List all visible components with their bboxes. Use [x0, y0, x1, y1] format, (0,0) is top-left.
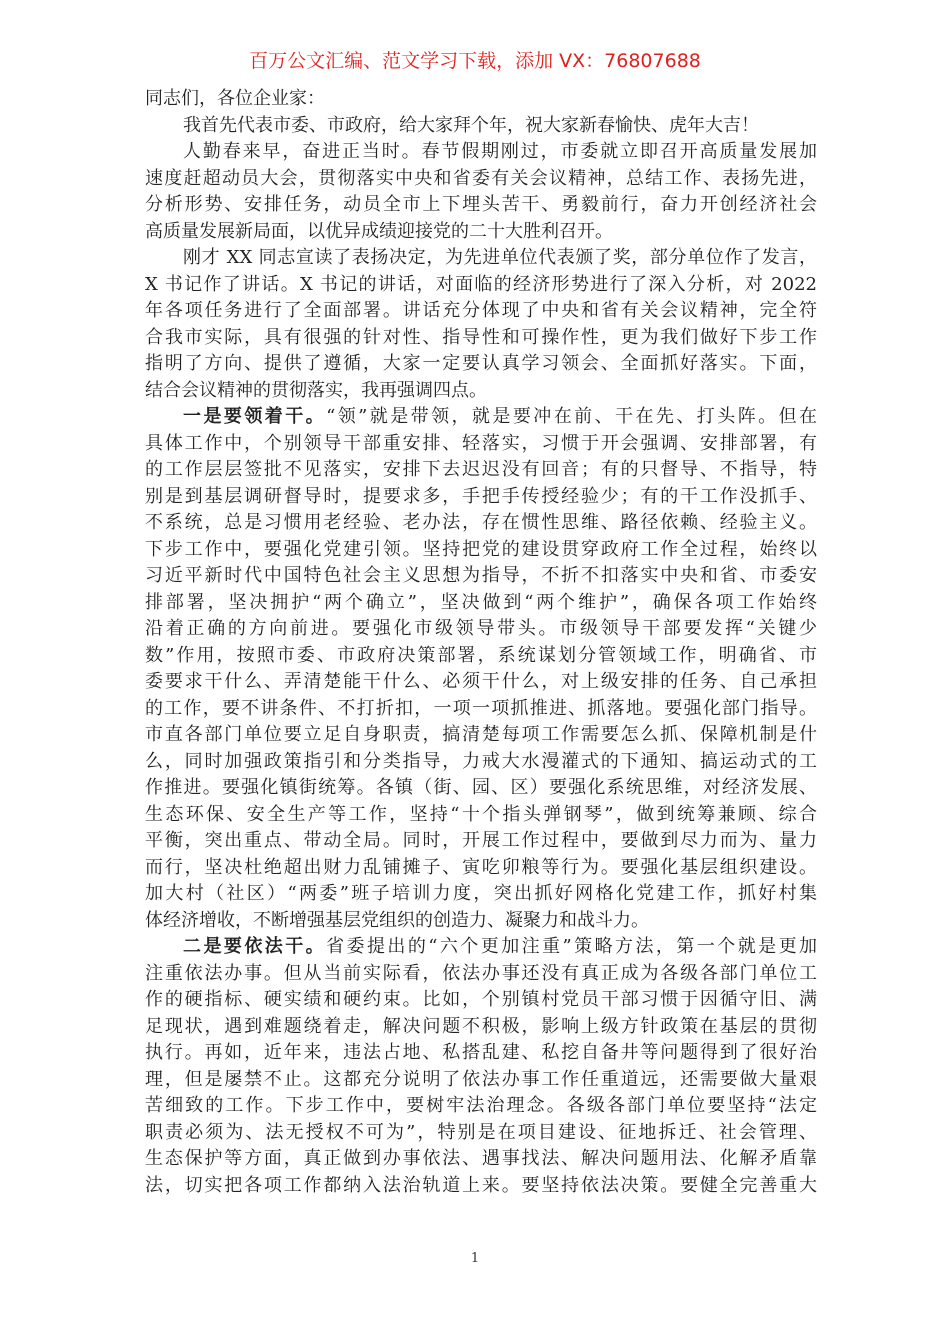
- paragraph: [145, 113, 817, 140]
- text-line: [145, 828, 817, 855]
- line-text: 分析形势、安排任务，动员全市上下埋头苦干、勇毅前行，奋力开创经济社会: [145, 194, 817, 215]
- text-line: [145, 1173, 817, 1200]
- text-line: [145, 113, 817, 140]
- text-line: [145, 1120, 817, 1147]
- paragraph: [145, 86, 817, 113]
- line-text: 生态保护等方面，真正做到办事依法、遇事找法、解决问题用法、化解矛盾靠: [145, 1148, 817, 1169]
- text-line: [145, 934, 817, 961]
- text-line: [145, 139, 817, 166]
- line-text: 平衡，突出重点、带动全局。同时，开展工作过程中，要做到尽力而为、量力: [145, 830, 817, 851]
- text-line: [145, 961, 817, 988]
- text-line: [145, 431, 817, 458]
- paragraph: [145, 404, 817, 934]
- line-text: 注重依法办事。但从当前实际看，依法办事还没有真正成为各级各部门单位工: [145, 962, 817, 984]
- text-line: [145, 1093, 817, 1120]
- text-line: [145, 510, 817, 537]
- line-text: 习近平新时代中国特色社会主义思想为指导，不折不扣落实中央和省、市委安: [145, 565, 817, 586]
- section-lead: 二是要依法干。: [183, 936, 327, 957]
- text-line: [145, 537, 817, 564]
- text-line: [145, 378, 817, 405]
- line-text: “领”就是带领，就是要冲在前、干在先、打头阵。但在: [326, 406, 817, 427]
- line-text: 么，同时加强政策指引和分类指导，力戒大水漫灌式的下通知、搞运动式的工: [145, 750, 817, 772]
- text-line: [145, 86, 817, 113]
- line-text: 执行。再如，近年来，违法占地、私搭乱建、私挖自备井等问题得到了很好治: [145, 1042, 817, 1063]
- line-text: 结合会议精神的贯彻落实，我再强调四点。: [145, 379, 487, 401]
- line-text: 的工作，要不讲条件、不打折扣，一项一项抓推进、抓落地。要强化部门指导。: [145, 697, 817, 719]
- line-text: 排部署，坚决拥护“两个确立”，坚决做到“两个维护”，确保各项工作始终: [145, 591, 817, 613]
- text-line: [145, 1146, 817, 1173]
- line-text: 沿着正确的方向前进。要强化市级领导带头。市级领导干部要发挥“关键少: [145, 618, 817, 639]
- line-text: 同志们，各位企业家：: [145, 88, 325, 109]
- line-text: X 书记作了讲话。X 书记的讲话，对面临的经济形势进行了深入分析，对 2022: [145, 273, 817, 295]
- text-line: [145, 298, 817, 325]
- line-text: 年各项任务进行了全面部署。讲话充分体现了中央和省有关会议精神，完全符: [145, 300, 817, 321]
- text-line: [145, 775, 817, 802]
- text-line: [145, 404, 817, 431]
- line-text: 省委提出的“六个更加注重”策略方法，第一个就是更加: [326, 936, 817, 957]
- text-line: [145, 563, 817, 590]
- text-line: [145, 484, 817, 511]
- text-line: [145, 643, 817, 670]
- line-text: 体经济增收，不断增强基层党组织的创造力、凝聚力和战斗力。: [145, 909, 649, 931]
- line-text: 职责必须为、法无授权不可为”，特别是在项目建设、征地拆迁、社会管理、: [145, 1121, 817, 1143]
- line-text: 具体工作中，个别领导干部重安排、轻落实，习惯于开会强调、安排部署，有: [145, 432, 817, 454]
- line-text: 我首先代表市委、市政府，给大家拜个年，祝大家新春愉快、虎年大吉！: [183, 114, 759, 136]
- text-line: [145, 669, 817, 696]
- line-text: 市直各部门单位要立足自身职责，搞清楚每项工作需要怎么抓、保障机制是什: [145, 724, 817, 745]
- line-text: 合我市实际，具有很强的针对性、指导性和可操作性，更为我们做好下步工作: [145, 326, 817, 348]
- line-text: 人勤春来早，奋进正当时。春节假期刚过，市委就立即召开高质量发展加: [183, 141, 817, 162]
- text-line: [145, 272, 817, 299]
- line-text: 作的硬指标、硬实绩和硬约束。比如，个别镇村党员干部习惯于因循守旧、满: [145, 989, 817, 1010]
- text-line: [145, 245, 817, 272]
- text-line: [145, 219, 817, 246]
- line-text: 法，切实把各项工作都纳入法治轨道上来。要坚持依法决策。要健全完善重大: [145, 1174, 817, 1196]
- text-line: [145, 881, 817, 908]
- line-text: 生态环保、安全生产等工作，坚持“十个指头弹钢琴”，做到统筹兼顾、综合: [145, 803, 817, 825]
- text-line: [145, 802, 817, 829]
- line-text: 数”作用，按照市委、市政府决策部署，系统谋划分管领域工作，明确省、市: [145, 644, 817, 666]
- text-line: [145, 749, 817, 776]
- line-text: 作推进。要强化镇街统筹。各镇（街、园、区）要强化系统思维，对经济发展、: [145, 777, 817, 798]
- line-text: 委要求干什么、弄清楚能干什么、必须干什么，对上级安排的任务、自己承担: [145, 671, 817, 692]
- page-number: 1: [470, 1251, 480, 1266]
- text-line: [145, 987, 817, 1014]
- line-text: 加大村（社区）“两委”班子培训力度，突出抓好网格化党建工作，抓好村集: [145, 883, 817, 904]
- line-text: 指明了方向、提供了遵循，大家一定要认真学习领会、全面抓好落实。下面，: [145, 353, 817, 374]
- document-body: [145, 86, 817, 1199]
- line-text: 不系统，总是习惯用老经验、老办法，存在惯性思维、路径依赖、经验主义。: [145, 512, 817, 533]
- line-text: 理，但是屡禁不止。这都充分说明了依法办事工作任重道远，还需要做大量艰: [145, 1068, 817, 1090]
- paragraph: [145, 934, 817, 1199]
- line-text: 别是到基层调研督导时，提要求多，手把手传授经验少；有的干工作没抓手、: [145, 485, 817, 507]
- line-text: 下步工作中，要强化党建引领。坚持把党的建设贯穿政府工作全过程，始终以: [145, 538, 817, 560]
- text-line: [145, 192, 817, 219]
- line-text: 足现状，遇到难题绕着走，解决问题不积极，影响上级方针政策在基层的贯彻: [145, 1015, 817, 1037]
- watermark-header: 百万公文汇编、范文学习下载，添加 VX：76807688: [249, 50, 701, 72]
- text-line: [145, 855, 817, 882]
- paragraph: [145, 139, 817, 245]
- text-line: [145, 590, 817, 617]
- text-line: [145, 457, 817, 484]
- text-line: [145, 166, 817, 193]
- paragraph: [145, 245, 817, 404]
- text-line: [145, 908, 817, 935]
- text-line: [145, 1040, 817, 1067]
- text-line: [145, 1067, 817, 1094]
- text-line: [145, 325, 817, 352]
- text-line: [145, 1014, 817, 1041]
- line-text: 苦细致的工作。下步工作中，要树牢法治理念。各级各部门单位要坚持“法定: [145, 1095, 817, 1116]
- line-text: 速度赶超动员大会，贯彻落实中央和省委有关会议精神，总结工作、表扬先进，: [145, 167, 817, 189]
- text-line: [145, 616, 817, 643]
- text-line: [145, 722, 817, 749]
- text-line: [145, 696, 817, 723]
- line-text: 高质量发展新局面，以优异成绩迎接党的二十大胜利召开。: [145, 220, 613, 242]
- section-lead: 一是要领着干。: [183, 406, 327, 427]
- line-text: 刚才 XX 同志宣读了表扬决定，为先进单位代表颁了奖，部分单位作了发言，: [183, 247, 817, 268]
- line-text: 的工作层层签批不见落实，安排下去迟迟没有回音；有的只督导、不指导，特: [145, 459, 817, 480]
- line-text: 而行，坚决杜绝超出财力乱铺摊子、寅吃卯粮等行为。要强化基层组织建设。: [145, 856, 817, 878]
- text-line: [145, 351, 817, 378]
